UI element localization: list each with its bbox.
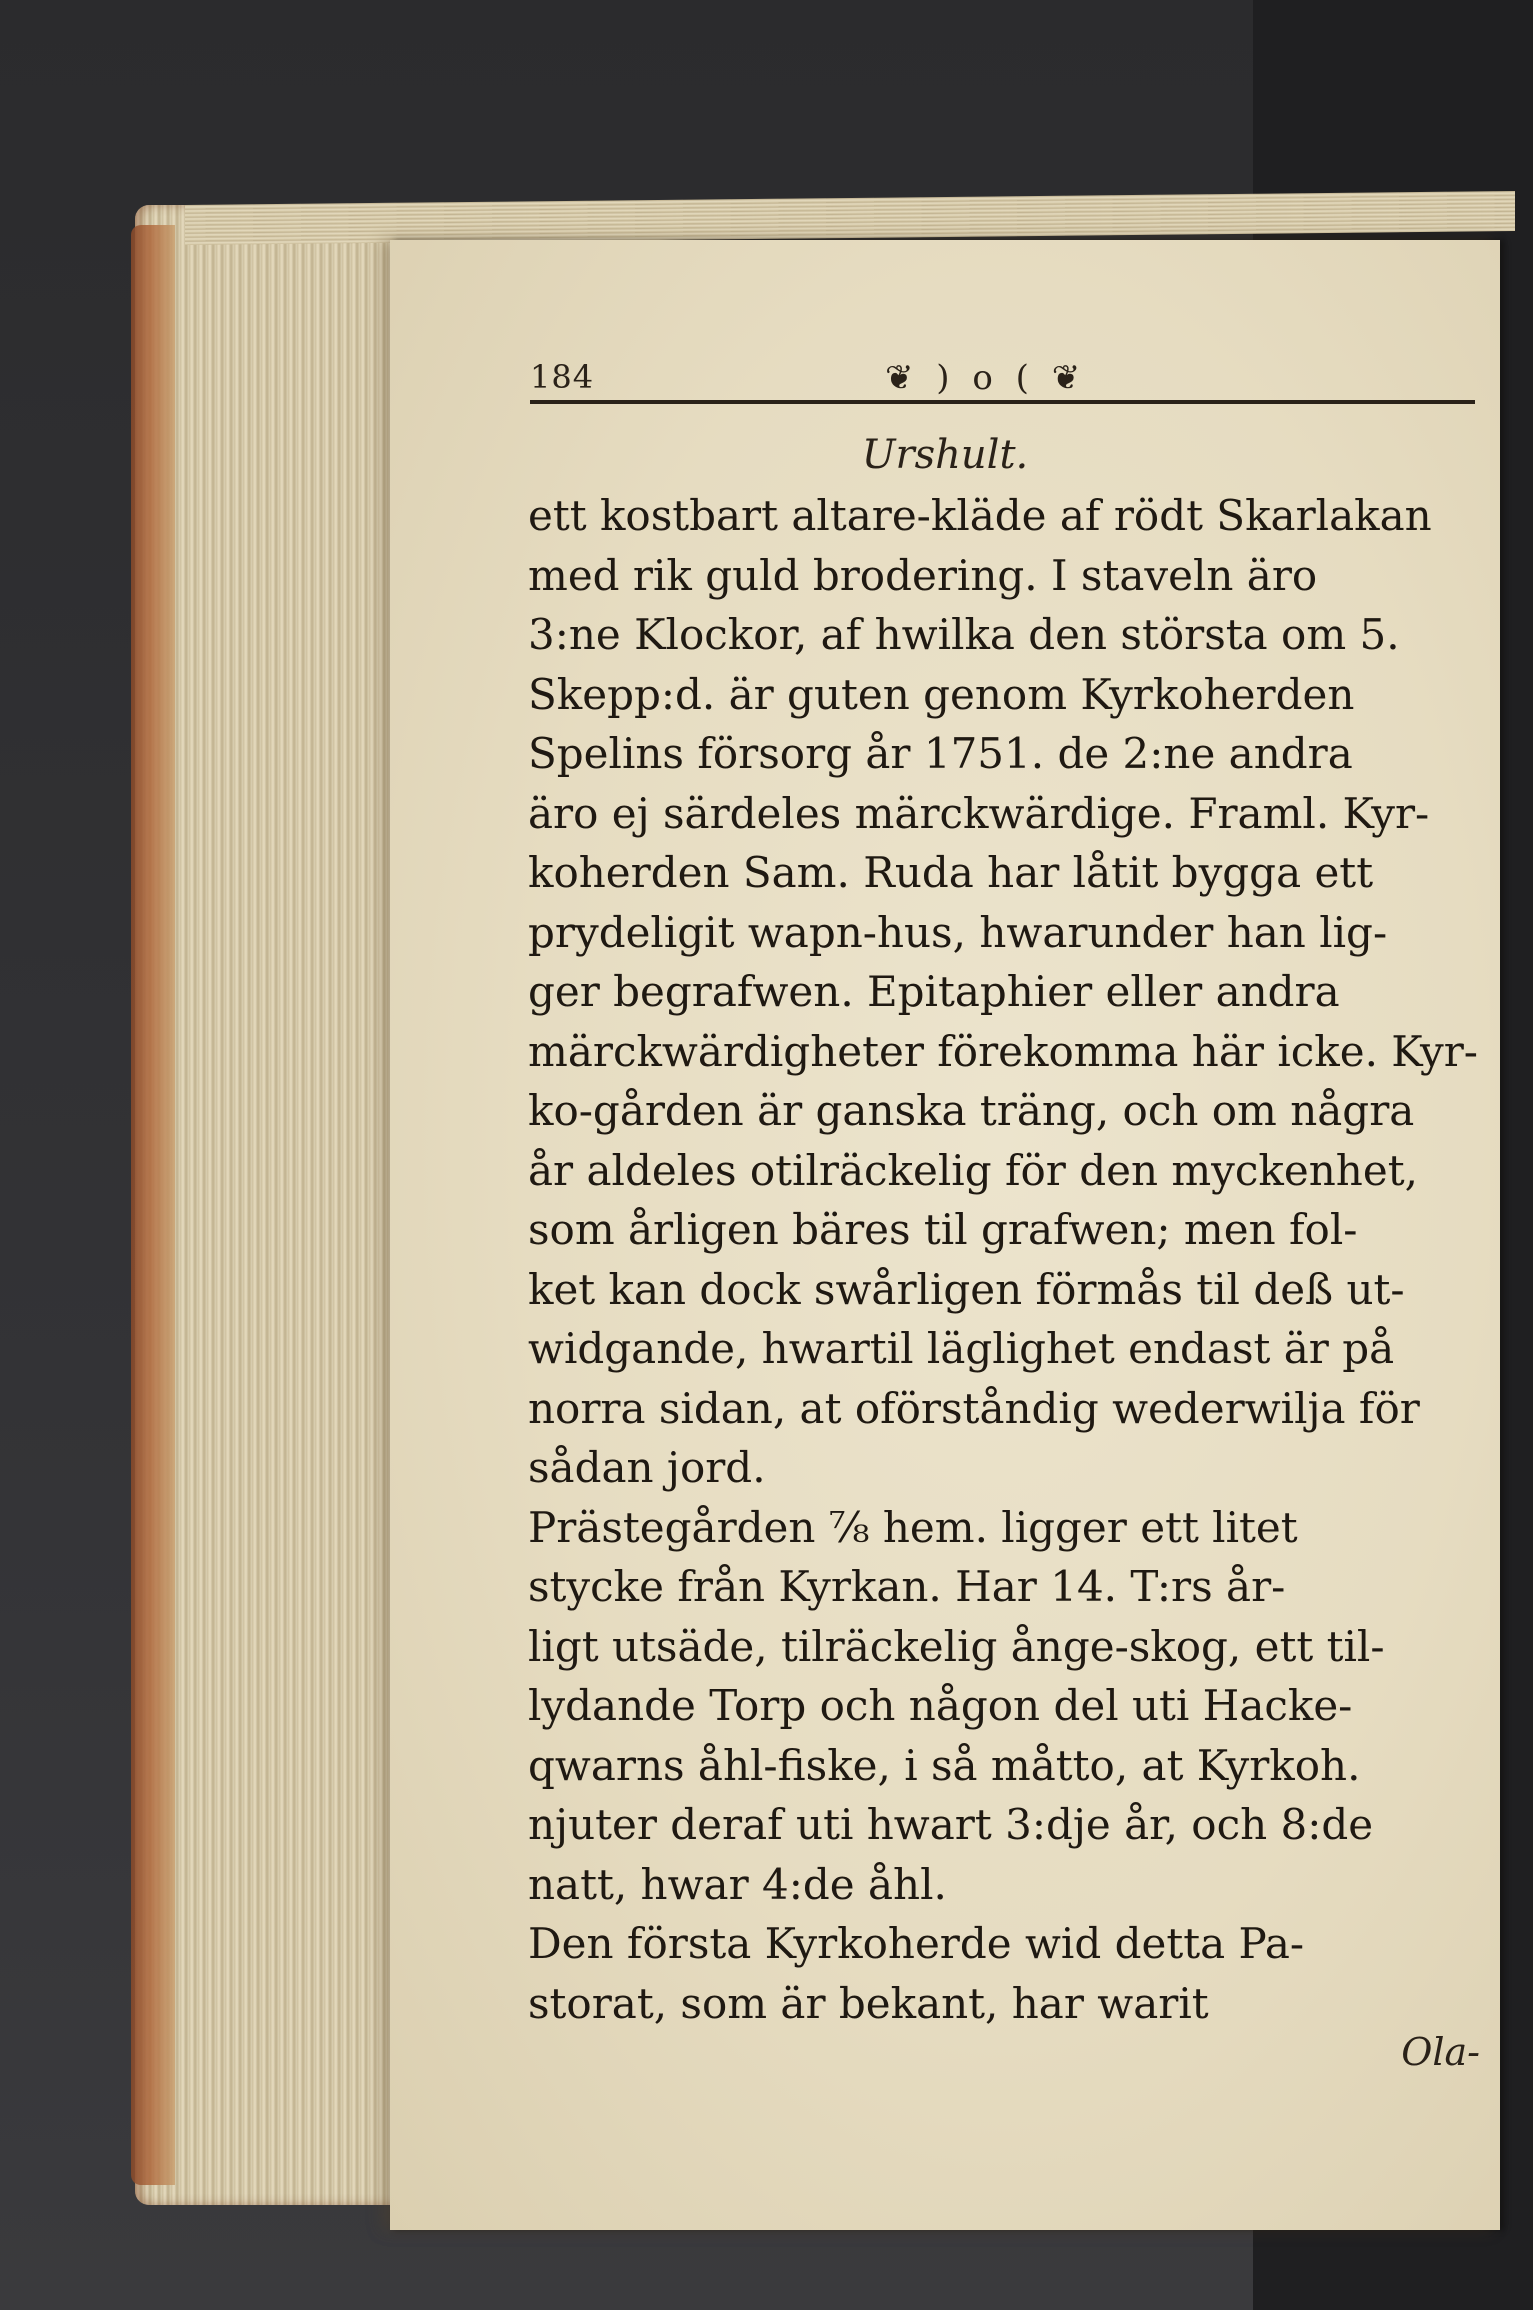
text-line: 3:ne Klockor, af hwilka den största om 5. xyxy=(528,610,1400,659)
body-text xyxy=(528,486,1488,2033)
text-line: Prästegården ⅞ hem. ligger ett litet xyxy=(528,1502,1298,1552)
text-line: Den första Kyrkoherde wid detta Pa- xyxy=(528,1919,1305,1968)
text-line: norra sidan, at oförståndig wederwilja för xyxy=(528,1383,1420,1433)
book-page xyxy=(390,240,1500,2230)
text-line: koherden Sam. Ruda har låtit bygga ett xyxy=(528,848,1374,897)
text-line: äro ej särdeles märckwärdige. Framl. Kyr- xyxy=(528,788,1430,838)
text-line: njuter deraf uti hwart 3:dje år, och 8:de xyxy=(528,1800,1374,1849)
text-line: Spelins försorg år 1751. de 2:ne andra xyxy=(528,729,1353,778)
page-header xyxy=(530,350,1475,404)
text-line: som årligen bäres til grafwen; men fol- xyxy=(528,1205,1358,1254)
text-line: Skepp:d. är guten genom Kyrkoherden xyxy=(528,669,1355,719)
text-line: prydeligit wapn-hus, hwarunder han lig- xyxy=(528,907,1388,957)
text-line: natt, hwar 4:de åhl. xyxy=(528,1859,947,1909)
text-line: märckwärdigheter förekomma här icke. Kyr- xyxy=(528,1026,1478,1076)
page-number: 184 xyxy=(530,358,595,396)
text-line: ligt utsäde, tilräckelig ånge-skog, ett til- xyxy=(528,1621,1385,1671)
text-line: stycke från Kyrkan. Har 14. T:rs år- xyxy=(528,1562,1286,1611)
text-line: ko-gården är ganska träng, och om några xyxy=(528,1086,1415,1135)
text-line: lydande Torp och någon del uti Hacke- xyxy=(528,1681,1353,1730)
catchword: Ola- xyxy=(1401,2030,1480,2074)
text-line: sådan jord. xyxy=(528,1443,766,1492)
text-line: med rik guld brodering. I staveln äro xyxy=(528,550,1318,600)
running-head: Urshult. xyxy=(861,432,1029,478)
text-line: ket kan dock swårligen förmås til deß ut- xyxy=(528,1264,1405,1314)
text-line: ger begrafwen. Epitaphier eller andra xyxy=(528,967,1340,1016)
text-line: år aldeles otilräckelig för den myckenhet, xyxy=(528,1145,1418,1195)
header-ornament: ❦ ) o ( ❦ xyxy=(885,358,1087,398)
text-line: ett kostbart altare-kläde af rödt Skarlakan xyxy=(528,491,1432,540)
text-line: qwarns åhl-fiske, i så måtto, at Kyrkoh. xyxy=(528,1740,1361,1790)
text-line: widgande, hwartil läglighet endast är på xyxy=(528,1324,1395,1373)
text-line: storat, som är bekant, har warit xyxy=(528,1978,1209,2028)
